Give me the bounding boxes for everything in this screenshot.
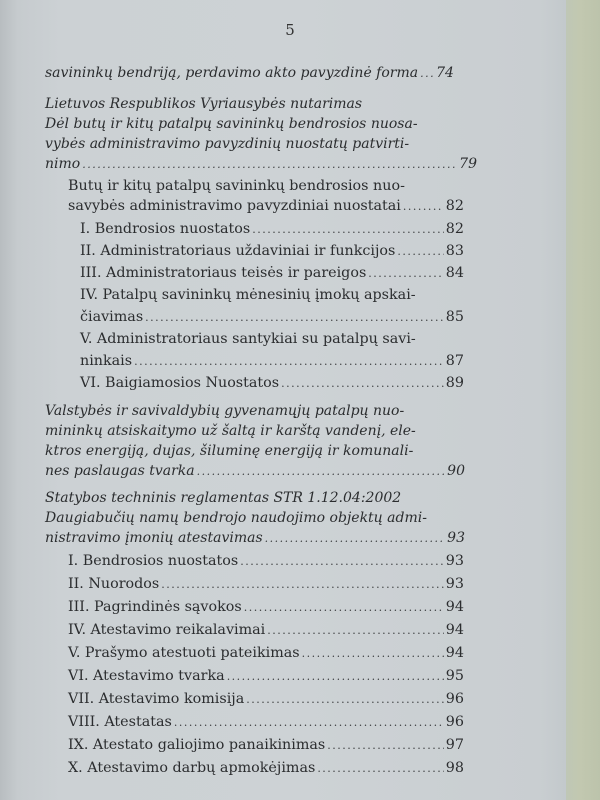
toc-leader-dots xyxy=(82,155,457,175)
toc-entry-page: 89 xyxy=(445,375,464,391)
toc-entry-page: 94 xyxy=(445,599,464,615)
toc-entry-page: 98 xyxy=(445,760,464,776)
toc-heading-line: Lietuvos Respublikos Vyriausybės nutarimas xyxy=(45,96,363,112)
toc-entry xyxy=(45,154,477,175)
toc-entry xyxy=(68,574,464,595)
toc-leader-dots xyxy=(145,308,444,328)
toc-leader-dots xyxy=(252,220,444,240)
toc-entry-label: I. Bendrosios nuostatos xyxy=(68,553,239,569)
toc-leader-dots xyxy=(197,462,446,482)
toc-heading-line: vybės administravimo pavyzdinių nuostatų patvirti- xyxy=(45,136,410,152)
toc-entry-page: 93 xyxy=(445,553,464,569)
toc-entry-page: 79 xyxy=(459,156,477,172)
toc-leader-dots xyxy=(227,667,444,687)
toc-entry-page: 97 xyxy=(445,737,464,753)
toc-entry-label: VI. Baigiamosios Nuostatos xyxy=(80,375,280,391)
toc-entry-label: X. Atestavimo darbų apmokėjimas xyxy=(68,760,316,776)
toc-entry-label: II. Administratoriaus uždaviniai ir funkcijos xyxy=(80,243,396,259)
toc-leader-dots xyxy=(281,374,444,394)
toc-entry-label: savybės administravimo pavyzdiniai nuostatai xyxy=(68,198,401,214)
toc-leader-dots xyxy=(240,552,444,572)
toc-entry xyxy=(80,263,464,284)
toc-entry-label: VI. Atestavimo tvarka xyxy=(68,668,225,684)
toc-entry-page: 96 xyxy=(445,714,464,730)
toc-leader-dots xyxy=(302,644,444,664)
toc-entry-label: savininkų bendriją, perdavimo akto pavyzdinė forma xyxy=(45,65,419,81)
toc-entry-page: 87 xyxy=(445,353,464,369)
toc-heading-line: Valstybės ir savivaldybių gyvenamųjų patalpų nuo- xyxy=(45,403,405,419)
toc-entry-label: VIII. Atestatas xyxy=(68,714,172,730)
toc-heading-line: Daugiabučių namų bendrojo naudojimo objektų admi- xyxy=(45,510,427,526)
toc-heading-line: Butų ir kitų patalpų savininkų bendrosios nuo- xyxy=(68,178,405,194)
toc-entry-label: ninkais xyxy=(80,353,133,369)
toc-entry-page: 96 xyxy=(445,691,464,707)
toc-entry-label: I. Bendrosios nuostatos xyxy=(80,221,251,237)
toc-entry xyxy=(68,712,464,733)
toc-leader-dots xyxy=(265,529,446,549)
toc-entry-page: 74 xyxy=(436,65,454,81)
toc-entry xyxy=(68,551,464,572)
toc-entry-label: IX. Atestato galiojimo panaikinimas xyxy=(68,737,326,753)
toc-entry xyxy=(68,666,464,687)
toc-entry xyxy=(80,307,464,328)
toc-entry-page: 95 xyxy=(445,668,464,684)
toc-entry-label-line: V. Administratoriaus santykiai su patalpų savi- xyxy=(80,331,416,347)
toc-leader-dots xyxy=(134,352,444,372)
toc-leader-dots xyxy=(420,64,434,84)
toc-entry-label-line: IV. Patalpų savininkų mėnesinių įmokų apskai- xyxy=(80,287,416,303)
toc-leader-dots xyxy=(368,264,444,284)
toc-heading-line: Statybos techninis reglamentas STR 1.12.04:2002 xyxy=(45,490,402,506)
toc-entry xyxy=(80,373,464,394)
toc-leader-dots xyxy=(317,759,443,779)
toc-entry-page: 82 xyxy=(445,198,464,214)
toc-entry-page: 94 xyxy=(445,622,464,638)
toc-leader-dots xyxy=(161,575,444,595)
toc-entry xyxy=(45,63,477,84)
toc-leader-dots xyxy=(267,621,444,641)
toc-entry-page: 83 xyxy=(445,243,464,259)
adjacent-page-edge xyxy=(566,0,600,800)
toc-leader-dots xyxy=(327,736,444,756)
toc-entry-label: V. Prašymo atestuoti pateikimas xyxy=(68,645,300,661)
toc-entry xyxy=(68,196,464,217)
toc-entry xyxy=(80,351,464,372)
toc-entry xyxy=(80,241,464,262)
toc-heading-line: ktros energiją, dujas, šiluminę energiją ir komunali- xyxy=(45,443,414,459)
toc-entry xyxy=(68,735,464,756)
toc-entry xyxy=(68,597,464,618)
toc-entry xyxy=(68,689,464,710)
toc-entry-label: čiavimas xyxy=(80,309,144,325)
toc-entry-label: III. Pagrindinės sąvokos xyxy=(68,599,242,615)
toc-leader-dots xyxy=(246,690,444,710)
toc-entry xyxy=(68,758,464,779)
toc-entry-page: 84 xyxy=(445,265,464,281)
toc-entry xyxy=(80,219,464,240)
toc-entry-page: 93 xyxy=(445,576,464,592)
toc-entry xyxy=(45,461,465,482)
toc-entry-label: nes paslaugas tvarka xyxy=(45,463,195,479)
toc-entry xyxy=(45,528,465,549)
toc-heading-line: mininkų atsiskaitymo už šaltą ir karštą vandenį, ele- xyxy=(45,423,416,439)
toc-entry-page: 82 xyxy=(445,221,464,237)
toc-entry xyxy=(68,620,464,641)
toc-entry-page: 90 xyxy=(447,463,465,479)
toc-entry-label: II. Nuorodos xyxy=(68,576,160,592)
toc-entry-label: IV. Atestavimo reikalavimai xyxy=(68,622,266,638)
toc-entry-page: 93 xyxy=(447,530,465,546)
toc-leader-dots xyxy=(244,598,444,618)
toc-leader-dots xyxy=(403,197,444,217)
toc-leader-dots xyxy=(174,713,444,733)
toc-entry-page: 85 xyxy=(445,309,464,325)
toc-entry xyxy=(68,643,464,664)
toc-entry-label: III. Administratoriaus teisės ir pareigos xyxy=(80,265,367,281)
toc-entry-page: 94 xyxy=(445,645,464,661)
toc-entry-label: VII. Atestavimo komisija xyxy=(68,691,245,707)
toc-entry-label: nimo xyxy=(45,156,81,172)
toc-entry-label: nistravimo įmonių atestavimas xyxy=(45,530,263,546)
toc-leader-dots xyxy=(397,242,443,262)
toc-heading-line: Dėl butų ir kitų patalpų savininkų bendrosios nuosa- xyxy=(45,116,418,132)
page-number: 5 xyxy=(285,21,295,39)
